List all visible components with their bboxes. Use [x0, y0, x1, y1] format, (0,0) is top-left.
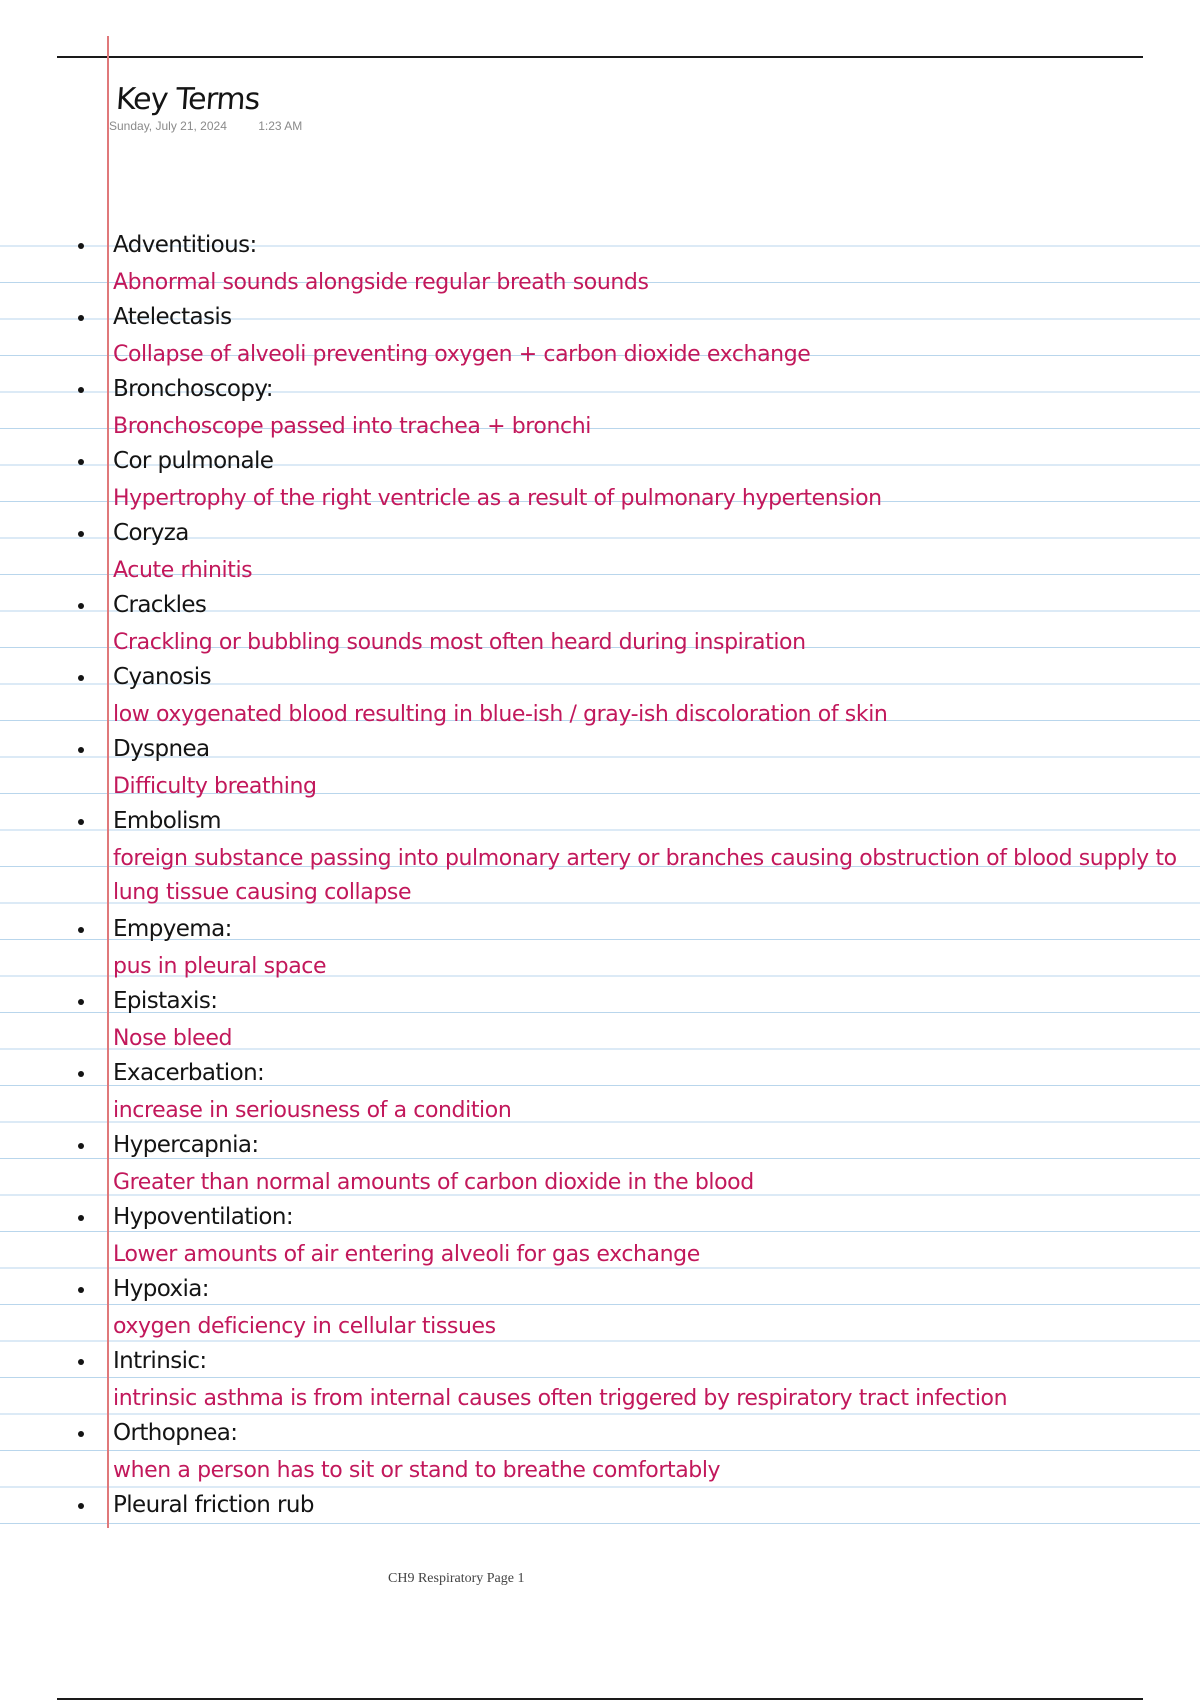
term-item-adventitious	[0, 230, 1200, 302]
term-definition: pus in pleural space	[113, 954, 327, 979]
term-definition: oxygen deficiency in cellular tissues	[113, 1314, 496, 1339]
term-item-orthopnea	[0, 1418, 1200, 1490]
term-word: Hypoxia:	[113, 1276, 209, 1302]
term-item-coryza	[0, 518, 1200, 590]
term-word: Epistaxis:	[113, 988, 218, 1014]
term-item-embolism	[0, 806, 1200, 914]
term-word: Cor pulmonale	[113, 448, 274, 474]
bullet-icon	[78, 819, 84, 825]
term-definition: intrinsic asthma is from internal causes often triggered by respiratory tract infection	[113, 1386, 1008, 1411]
term-item-cor-pulmonale	[0, 446, 1200, 518]
term-word: Hypoventilation:	[113, 1204, 294, 1230]
term-item-exacerbation	[0, 1058, 1200, 1130]
term-item-dyspnea	[0, 734, 1200, 806]
term-word: Adventitious:	[113, 232, 257, 258]
term-item-epistaxis	[0, 986, 1200, 1058]
bullet-icon	[78, 315, 84, 321]
term-definition: increase in seriousness of a condition	[113, 1098, 512, 1123]
term-definition: Nose bleed	[113, 1026, 233, 1051]
term-definition: Greater than normal amounts of carbon dioxide in the blood	[113, 1170, 754, 1195]
term-definition: Lower amounts of air entering alveoli for gas exchange	[113, 1242, 700, 1267]
bullet-icon	[78, 999, 84, 1005]
term-word: Orthopnea:	[113, 1420, 238, 1446]
term-definition: Crackling or bubbling sounds most often heard during inspiration	[113, 630, 806, 655]
term-word: Embolism	[113, 808, 221, 834]
term-word: Empyema:	[113, 916, 232, 942]
term-definition: low oxygenated blood resulting in blue-ish / gray-ish discoloration of skin	[113, 702, 888, 727]
term-item-hypoventilation	[0, 1202, 1200, 1274]
bullet-icon	[78, 927, 84, 933]
bullet-icon	[78, 675, 84, 681]
term-word: Cyanosis	[113, 664, 211, 690]
bullet-icon	[78, 747, 84, 753]
bullet-icon	[78, 603, 84, 609]
top-page-rule	[57, 56, 1143, 58]
term-item-empyema	[0, 914, 1200, 986]
term-word: Coryza	[113, 520, 189, 546]
term-definition: Difficulty breathing	[113, 774, 317, 799]
term-word: Intrinsic:	[113, 1348, 207, 1374]
bullet-icon	[78, 459, 84, 465]
term-item-crackles	[0, 590, 1200, 662]
bullet-icon	[78, 1143, 84, 1149]
term-item-bronchoscopy	[0, 374, 1200, 446]
bullet-icon	[78, 1215, 84, 1221]
term-definition: Hypertrophy of the right ventricle as a result of pulmonary hypertension	[113, 486, 882, 511]
page-meta	[109, 119, 302, 133]
bullet-icon	[78, 1503, 84, 1509]
term-word: Bronchoscopy:	[113, 376, 273, 402]
term-item-atelectasis	[0, 302, 1200, 374]
page-title: Key Terms	[114, 82, 261, 117]
bullet-icon	[78, 1287, 84, 1293]
term-item-pleural-friction-rub	[0, 1490, 1200, 1562]
term-definition: when a person has to sit or stand to breathe comfortably	[113, 1458, 721, 1483]
term-word: Hypercapnia:	[113, 1132, 259, 1158]
term-definition: Acute rhinitis	[113, 558, 253, 583]
term-word: Atelectasis	[113, 304, 232, 330]
term-definition: Bronchoscope passed into trachea + bronchi	[113, 414, 591, 439]
page-date: Sunday, July 21, 2024	[109, 119, 227, 133]
term-definition: Abnormal sounds alongside regular breath sounds	[113, 270, 649, 295]
bullet-icon	[78, 1071, 84, 1077]
term-item-cyanosis	[0, 662, 1200, 734]
term-word: Dyspnea	[113, 736, 210, 762]
term-item-hypoxia	[0, 1274, 1200, 1346]
page-time: 1:23 AM	[258, 119, 303, 133]
term-word: Crackles	[113, 592, 207, 618]
term-definition: Collapse of alveoli preventing oxygen + carbon dioxide exchange	[113, 342, 811, 367]
term-word: Exacerbation:	[113, 1060, 265, 1086]
term-definition: foreign substance passing into pulmonary artery or branches causing obstruction of blood supply to lung tissue causing collapse	[113, 846, 1177, 905]
page-footer: CH9 Respiratory Page 1	[388, 1571, 525, 1586]
bullet-icon	[78, 1359, 84, 1365]
bullet-icon	[78, 387, 84, 393]
key-terms-list	[0, 230, 1200, 1562]
bullet-icon	[78, 531, 84, 537]
term-word: Pleural friction rub	[113, 1492, 314, 1518]
bullet-icon	[78, 1431, 84, 1437]
term-item-hypercapnia	[0, 1130, 1200, 1202]
bullet-icon	[78, 243, 84, 249]
term-item-intrinsic	[0, 1346, 1200, 1418]
